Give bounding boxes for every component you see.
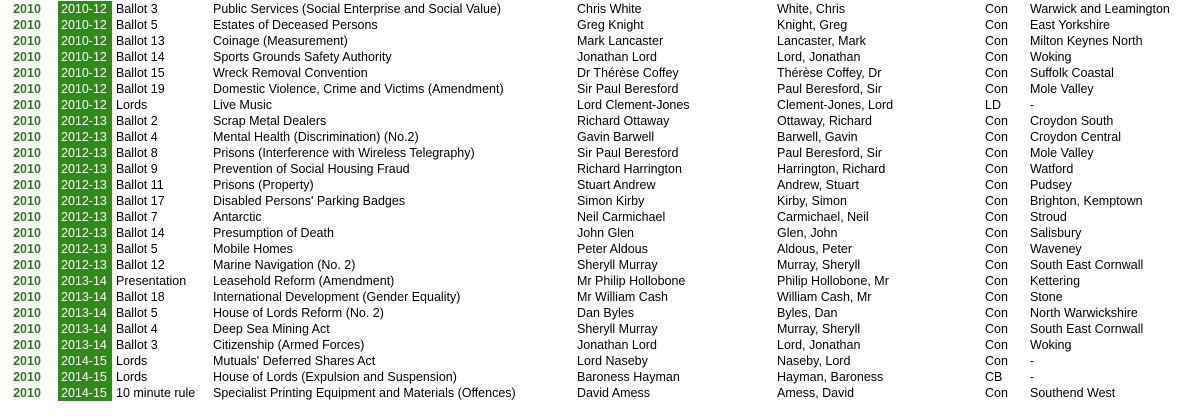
party-cell[interactable]: Con — [985, 274, 1008, 288]
session-cell[interactable]: 2013-14 — [58, 337, 112, 353]
table-row[interactable] — [0, 17, 1200, 33]
bill-type-cell[interactable]: Ballot 17 — [116, 194, 165, 208]
bill-type-cell[interactable]: Ballot 4 — [116, 322, 158, 336]
session-cell[interactable]: 2012-13 — [58, 257, 112, 273]
bill-title-cell[interactable]: Coinage (Measurement) — [213, 34, 348, 48]
constituency-cell[interactable]: - — [1030, 354, 1035, 368]
constituency-cell[interactable]: East Yorkshire — [1030, 18, 1110, 32]
bill-title-cell[interactable]: Live Music — [213, 98, 273, 112]
table-row[interactable] — [0, 273, 1200, 289]
member-cell[interactable]: Sheryll Murray — [577, 322, 658, 336]
party-cell[interactable]: Con — [985, 18, 1008, 32]
member-cell[interactable]: Jonathan Lord — [577, 338, 657, 352]
constituency-cell[interactable]: - — [1030, 370, 1035, 384]
bill-type-cell[interactable]: Ballot 3 — [116, 338, 158, 352]
bill-type-cell[interactable]: Ballot 4 — [116, 130, 158, 144]
table-row[interactable] — [0, 161, 1200, 177]
member-cell[interactable]: Mr Philip Hollobone — [577, 274, 686, 288]
session-cell[interactable]: 2013-14 — [58, 273, 112, 289]
year-cell[interactable]: 2010 — [13, 338, 41, 352]
member-cell[interactable]: David Amess — [577, 386, 650, 400]
bill-type-cell[interactable]: 10 minute rule — [116, 386, 196, 400]
party-cell[interactable]: Con — [985, 226, 1008, 240]
constituency-cell[interactable]: Suffolk Coastal — [1030, 66, 1114, 80]
bill-type-cell[interactable]: Ballot 19 — [116, 82, 165, 96]
member-cell[interactable]: Lord Naseby — [577, 354, 648, 368]
table-row[interactable] — [0, 113, 1200, 129]
constituency-cell[interactable]: Woking — [1030, 338, 1072, 352]
member-sort-name-cell[interactable]: Lancaster, Mark — [777, 34, 866, 48]
bill-title-cell[interactable]: Prevention of Social Housing Fraud — [213, 162, 410, 176]
bill-title-cell[interactable]: Estates of Deceased Persons — [213, 18, 378, 32]
party-cell[interactable]: Con — [985, 258, 1008, 272]
party-cell[interactable]: CB — [985, 370, 1003, 384]
table-row[interactable] — [0, 97, 1200, 113]
party-cell[interactable]: Con — [985, 354, 1008, 368]
constituency-cell[interactable]: Salisbury — [1030, 226, 1082, 240]
bill-title-cell[interactable]: Mobile Homes — [213, 242, 293, 256]
session-cell[interactable]: 2014-15 — [58, 385, 112, 401]
year-cell[interactable]: 2010 — [13, 258, 41, 272]
bill-title-cell[interactable]: Scrap Metal Dealers — [213, 114, 327, 128]
member-cell[interactable]: Simon Kirby — [577, 194, 645, 208]
year-cell[interactable]: 2010 — [13, 114, 41, 128]
member-sort-name-cell[interactable]: Glen, John — [777, 226, 838, 240]
bill-title-cell[interactable]: Mental Health (Discrimination) (No.2) — [213, 130, 419, 144]
member-cell[interactable]: Dr Thérèse Coffey — [577, 66, 679, 80]
member-cell[interactable]: Jonathan Lord — [577, 50, 657, 64]
member-cell[interactable]: Sir Paul Beresford — [577, 146, 679, 160]
session-cell[interactable]: 2012-13 — [58, 145, 112, 161]
member-cell[interactable]: Sheryll Murray — [577, 258, 658, 272]
year-cell[interactable]: 2010 — [13, 34, 41, 48]
year-cell[interactable]: 2010 — [13, 354, 41, 368]
member-sort-name-cell[interactable]: Murray, Sheryll — [777, 258, 861, 272]
constituency-cell[interactable]: Pudsey — [1030, 178, 1072, 192]
constituency-cell[interactable]: North Warwickshire — [1030, 306, 1138, 320]
member-sort-name-cell[interactable]: Hayman, Baroness — [777, 370, 884, 384]
table-row[interactable] — [0, 257, 1200, 273]
bill-title-cell[interactable]: House of Lords (Expulsion and Suspension) — [213, 370, 457, 384]
member-sort-name-cell[interactable]: Paul Beresford, Sir — [777, 146, 882, 160]
member-sort-name-cell[interactable]: Paul Beresford, Sir — [777, 82, 882, 96]
bill-type-cell[interactable]: Ballot 18 — [116, 290, 165, 304]
bill-type-cell[interactable]: Ballot 7 — [116, 210, 158, 224]
bill-type-cell[interactable]: Ballot 9 — [116, 162, 158, 176]
constituency-cell[interactable]: Mole Valley — [1030, 82, 1094, 96]
bill-title-cell[interactable]: Deep Sea Mining Act — [213, 322, 330, 336]
member-sort-name-cell[interactable]: White, Chris — [777, 2, 846, 16]
bill-title-cell[interactable]: Marine Navigation (No. 2) — [213, 258, 356, 272]
session-cell[interactable]: 2010-12 — [58, 81, 112, 97]
session-cell[interactable]: 2010-12 — [58, 33, 112, 49]
year-cell[interactable]: 2010 — [13, 82, 41, 96]
session-cell[interactable]: 2012-13 — [58, 161, 112, 177]
session-cell[interactable]: 2012-13 — [58, 209, 112, 225]
table-row[interactable] — [0, 65, 1200, 81]
bill-type-cell[interactable]: Ballot 5 — [116, 18, 158, 32]
constituency-cell[interactable]: Croydon South — [1030, 114, 1114, 128]
member-cell[interactable]: Stuart Andrew — [577, 178, 656, 192]
bill-type-cell[interactable]: Ballot 15 — [116, 66, 165, 80]
member-sort-name-cell[interactable]: Lord, Jonathan — [777, 50, 861, 64]
member-sort-name-cell[interactable]: Philip Hollobone, Mr — [777, 274, 889, 288]
year-cell[interactable]: 2010 — [13, 146, 41, 160]
member-cell[interactable]: Mr William Cash — [577, 290, 668, 304]
year-cell[interactable]: 2010 — [13, 386, 41, 400]
member-sort-name-cell[interactable]: Amess, David — [777, 386, 855, 400]
constituency-cell[interactable]: Milton Keynes North — [1030, 34, 1143, 48]
session-cell[interactable]: 2014-15 — [58, 353, 112, 369]
session-cell[interactable]: 2012-13 — [58, 113, 112, 129]
year-cell[interactable]: 2010 — [13, 226, 41, 240]
member-cell[interactable]: Baroness Hayman — [577, 370, 680, 384]
table-row[interactable] — [0, 225, 1200, 241]
constituency-cell[interactable]: Warwick and Leamington — [1030, 2, 1170, 16]
session-cell[interactable]: 2010-12 — [58, 17, 112, 33]
bill-title-cell[interactable]: House of Lords Reform (No. 2) — [213, 306, 384, 320]
bill-type-cell[interactable]: Ballot 12 — [116, 258, 165, 272]
party-cell[interactable]: Con — [985, 242, 1008, 256]
table-row[interactable] — [0, 177, 1200, 193]
table-row[interactable] — [0, 353, 1200, 369]
bill-title-cell[interactable]: Sports Grounds Safety Authority — [213, 50, 392, 64]
year-cell[interactable]: 2010 — [13, 66, 41, 80]
party-cell[interactable]: Con — [985, 130, 1008, 144]
constituency-cell[interactable]: South East Cornwall — [1030, 258, 1144, 272]
session-cell[interactable]: 2013-14 — [58, 305, 112, 321]
session-cell[interactable]: 2010-12 — [58, 65, 112, 81]
table-row[interactable] — [0, 289, 1200, 305]
member-sort-name-cell[interactable]: Barwell, Gavin — [777, 130, 858, 144]
bill-title-cell[interactable]: Public Services (Social Enterprise and Social Value) — [213, 2, 502, 16]
member-cell[interactable]: Dan Byles — [577, 306, 634, 320]
constituency-cell[interactable]: Stone — [1030, 290, 1063, 304]
party-cell[interactable]: Con — [985, 386, 1008, 400]
table-row[interactable] — [0, 209, 1200, 225]
bill-title-cell[interactable]: Wreck Removal Convention — [213, 66, 368, 80]
member-sort-name-cell[interactable]: Kirby, Simon — [777, 194, 847, 208]
member-cell[interactable]: John Glen — [577, 226, 634, 240]
constituency-cell[interactable]: Watford — [1030, 162, 1074, 176]
year-cell[interactable]: 2010 — [13, 130, 41, 144]
bill-type-cell[interactable]: Ballot 2 — [116, 114, 158, 128]
bill-type-cell[interactable]: Ballot 14 — [116, 50, 165, 64]
year-cell[interactable]: 2010 — [13, 50, 41, 64]
table-row[interactable] — [0, 305, 1200, 321]
bill-type-cell[interactable]: Ballot 3 — [116, 2, 158, 16]
bill-type-cell[interactable]: Presentation — [116, 274, 187, 288]
party-cell[interactable]: Con — [985, 66, 1008, 80]
member-cell[interactable]: Lord Clement-Jones — [577, 98, 690, 112]
constituency-cell[interactable]: Stroud — [1030, 210, 1067, 224]
year-cell[interactable]: 2010 — [13, 290, 41, 304]
bill-title-cell[interactable]: Prisons (Interference with Wireless Telegraphy) — [213, 146, 475, 160]
session-cell[interactable]: 2012-13 — [58, 129, 112, 145]
bill-title-cell[interactable]: Antarctic — [213, 210, 262, 224]
member-sort-name-cell[interactable]: Carmichael, Neil — [777, 210, 869, 224]
table-row[interactable] — [0, 385, 1200, 401]
constituency-cell[interactable]: Brighton, Kemptown — [1030, 194, 1143, 208]
year-cell[interactable]: 2010 — [13, 322, 41, 336]
table-row[interactable] — [0, 241, 1200, 257]
year-cell[interactable]: 2010 — [13, 242, 41, 256]
year-cell[interactable]: 2010 — [13, 194, 41, 208]
session-cell[interactable]: 2013-14 — [58, 289, 112, 305]
year-cell[interactable]: 2010 — [13, 18, 41, 32]
session-cell[interactable]: 2013-14 — [58, 321, 112, 337]
table-row[interactable] — [0, 321, 1200, 337]
year-cell[interactable]: 2010 — [13, 370, 41, 384]
member-cell[interactable]: Gavin Barwell — [577, 130, 655, 144]
bill-title-cell[interactable]: Specialist Printing Equipment and Materials (Offences) — [213, 386, 516, 400]
constituency-cell[interactable]: Waveney — [1030, 242, 1082, 256]
year-cell[interactable]: 2010 — [13, 178, 41, 192]
constituency-cell[interactable]: - — [1030, 98, 1035, 112]
member-cell[interactable]: Peter Aldous — [577, 242, 648, 256]
party-cell[interactable]: Con — [985, 146, 1008, 160]
bill-title-cell[interactable]: Citizenship (Armed Forces) — [213, 338, 365, 352]
session-cell[interactable]: 2010-12 — [58, 97, 112, 113]
table-row[interactable] — [0, 145, 1200, 161]
party-cell[interactable]: Con — [985, 338, 1008, 352]
table-row[interactable] — [0, 33, 1200, 49]
bill-title-cell[interactable]: Prisons (Property) — [213, 178, 314, 192]
party-cell[interactable]: Con — [985, 34, 1008, 48]
bill-type-cell[interactable]: Ballot 5 — [116, 306, 158, 320]
constituency-cell[interactable]: Mole Valley — [1030, 146, 1094, 160]
year-cell[interactable]: 2010 — [13, 210, 41, 224]
year-cell[interactable]: 2010 — [13, 162, 41, 176]
bill-type-cell[interactable]: Ballot 5 — [116, 242, 158, 256]
member-sort-name-cell[interactable]: Andrew, Stuart — [777, 178, 859, 192]
constituency-cell[interactable]: Southend West — [1030, 386, 1116, 400]
session-cell[interactable]: 2010-12 — [58, 49, 112, 65]
member-cell[interactable]: Sir Paul Beresford — [577, 82, 679, 96]
table-row[interactable] — [0, 337, 1200, 353]
member-cell[interactable]: Chris White — [577, 2, 642, 16]
bill-type-cell[interactable]: Lords — [116, 98, 148, 112]
party-cell[interactable]: Con — [985, 306, 1008, 320]
member-sort-name-cell[interactable]: Murray, Sheryll — [777, 322, 861, 336]
member-sort-name-cell[interactable]: William Cash, Mr — [777, 290, 872, 304]
member-sort-name-cell[interactable]: Knight, Greg — [777, 18, 848, 32]
table-row[interactable] — [0, 129, 1200, 145]
constituency-cell[interactable]: Kettering — [1030, 274, 1081, 288]
constituency-cell[interactable]: Croydon Central — [1030, 130, 1122, 144]
year-cell[interactable]: 2010 — [13, 306, 41, 320]
party-cell[interactable]: LD — [985, 98, 1001, 112]
bill-title-cell[interactable]: Presumption of Death — [213, 226, 334, 240]
member-sort-name-cell[interactable]: Clement-Jones, Lord — [777, 98, 894, 112]
party-cell[interactable]: Con — [985, 2, 1008, 16]
table-row[interactable] — [0, 49, 1200, 65]
bill-type-cell[interactable]: Ballot 13 — [116, 34, 165, 48]
bill-title-cell[interactable]: International Development (Gender Equality) — [213, 290, 461, 304]
constituency-cell[interactable]: Woking — [1030, 50, 1072, 64]
bill-type-cell[interactable]: Ballot 11 — [116, 178, 164, 192]
member-cell[interactable]: Neil Carmichael — [577, 210, 666, 224]
session-cell[interactable]: 2014-15 — [58, 369, 112, 385]
session-cell[interactable]: 2012-13 — [58, 193, 112, 209]
bill-title-cell[interactable]: Domestic Violence, Crime and Victims (Amendment) — [213, 82, 504, 96]
party-cell[interactable]: Con — [985, 162, 1008, 176]
bill-title-cell[interactable]: Disabled Persons' Parking Badges — [213, 194, 406, 208]
table-row[interactable] — [0, 193, 1200, 209]
member-sort-name-cell[interactable]: Aldous, Peter — [777, 242, 853, 256]
member-cell[interactable]: Mark Lancaster — [577, 34, 664, 48]
year-cell[interactable]: 2010 — [13, 2, 41, 16]
party-cell[interactable]: Con — [985, 178, 1008, 192]
member-sort-name-cell[interactable]: Thérèse Coffey, Dr — [777, 66, 882, 80]
session-cell[interactable]: 2012-13 — [58, 241, 112, 257]
table-row[interactable] — [0, 369, 1200, 385]
member-sort-name-cell[interactable]: Lord, Jonathan — [777, 338, 861, 352]
bill-type-cell[interactable]: Lords — [116, 354, 148, 368]
party-cell[interactable]: Con — [985, 82, 1008, 96]
party-cell[interactable]: Con — [985, 114, 1008, 128]
member-cell[interactable]: Richard Ottaway — [577, 114, 670, 128]
bill-type-cell[interactable]: Lords — [116, 370, 148, 384]
member-sort-name-cell[interactable]: Naseby, Lord — [777, 354, 851, 368]
member-cell[interactable]: Greg Knight — [577, 18, 644, 32]
member-cell[interactable]: Richard Harrington — [577, 162, 682, 176]
table-row[interactable] — [0, 81, 1200, 97]
constituency-cell[interactable]: South East Cornwall — [1030, 322, 1144, 336]
bill-type-cell[interactable]: Ballot 14 — [116, 226, 165, 240]
year-cell[interactable]: 2010 — [13, 98, 41, 112]
bill-title-cell[interactable]: Leasehold Reform (Amendment) — [213, 274, 395, 288]
session-cell[interactable]: 2012-13 — [58, 225, 112, 241]
member-sort-name-cell[interactable]: Harrington, Richard — [777, 162, 886, 176]
party-cell[interactable]: Con — [985, 50, 1008, 64]
bill-type-cell[interactable]: Ballot 8 — [116, 146, 158, 160]
party-cell[interactable]: Con — [985, 194, 1008, 208]
year-cell[interactable]: 2010 — [13, 274, 41, 288]
member-sort-name-cell[interactable]: Byles, Dan — [777, 306, 838, 320]
session-cell[interactable]: 2012-13 — [58, 177, 112, 193]
session-cell[interactable]: 2010-12 — [58, 1, 112, 17]
party-cell[interactable]: Con — [985, 322, 1008, 336]
party-cell[interactable]: Con — [985, 290, 1008, 304]
table-row[interactable] — [0, 1, 1200, 17]
party-cell[interactable]: Con — [985, 210, 1008, 224]
bill-title-cell[interactable]: Mutuals' Deferred Shares Act — [213, 354, 376, 368]
member-sort-name-cell[interactable]: Ottaway, Richard — [777, 114, 872, 128]
